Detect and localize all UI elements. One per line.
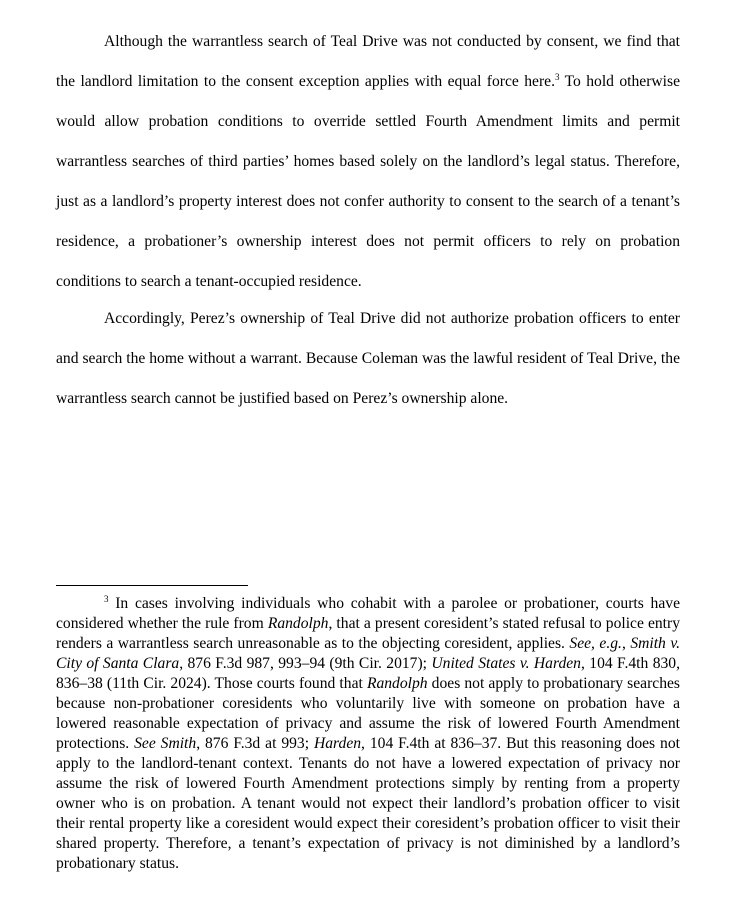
footnote-text: , 876 F.3d at 993; xyxy=(196,735,314,752)
paragraph-1-text-continued: To hold otherwise would allow probation conditions to override settled Fourth Amendment limits and permit warrantless searches of third parties’ homes based solely on the landlord’s legal status. Therefore, just as a landlord’s property interest does not confer authority to consent to the search of a tenant’s residence, a probationer’s ownership interest does not permit officers to rely on probation conditions to search a tenant-occupied residence. xyxy=(56,73,681,290)
footnote-text: , 104 F.4th 830, 836–38 (11th Cir. 2024). Those courts found that xyxy=(56,655,680,692)
footnote-text: In cases involving individuals who cohabit with a parolee or probationer, courts have considered whether the rule from xyxy=(56,595,680,632)
case-name-harden: Harden xyxy=(313,735,362,752)
case-name-harden: United States v. Harden xyxy=(431,655,581,672)
page-number-cropped xyxy=(56,900,680,907)
footnote-3 xyxy=(56,594,680,874)
footnote-separator xyxy=(56,585,248,586)
case-name-randolph: Randolph xyxy=(267,615,329,632)
case-name-smith: Smith v. City of Santa Clara xyxy=(56,635,680,672)
citation-signal: See, e.g. xyxy=(569,635,622,652)
paragraph-1-text: Although the warrantless search of Teal Drive was not conducted by consent, we find that the landlord limitation to the consent exception applies with equal force here. xyxy=(56,33,680,90)
footnote-text: , xyxy=(621,635,631,652)
body-paragraph-1 xyxy=(56,22,680,302)
footnote-text: does not apply to probationary searches because non-probationer coresidents who voluntarily live with someone on probation have a lowered reasonable expectation of privacy and assume the risk of lowered Fourth Amendment protections. xyxy=(56,675,680,752)
footnote-text: , that a present coresident’s stated refusal to police entry renders a warrantless search unreasonable as to the objecting coresident, applies. xyxy=(56,615,680,652)
body-paragraph-2: Accordingly, Perez’s ownership of Teal Drive did not authorize probation officers to enter and search the home without a warrant. Because Coleman was the lawful resident of Teal Drive, the warrantless search cannot be justified based on Perez’s ownership alone. xyxy=(56,310,680,407)
document-page xyxy=(56,0,680,907)
footnote-number: 3 xyxy=(104,594,109,604)
footnote-reference-3[interactable]: 3 xyxy=(554,72,560,82)
case-name-randolph: Randolph xyxy=(366,675,428,692)
footnote-text: , 104 F.4th at 836–37. But this reasoning does not apply to the landlord-tenant context. Tenants do not have a lowered expectation of privacy nor assume the risk of lowered Fourth Amendment protections simply by renting from a property owner who is on probation. A tenant would not expect their landlord’s probation officer to visit their rental property like a coresident would expect their coresident’s probation officer to visit their shared property. Therefore, a tenant’s expectation of privacy is not diminished by a landlord’s probationary status. xyxy=(56,735,680,872)
citation-signal-see-smith: See Smith xyxy=(134,735,197,752)
footnote-text: , 876 F.3d 987, 993–94 (9th Cir. 2017); xyxy=(179,655,432,672)
